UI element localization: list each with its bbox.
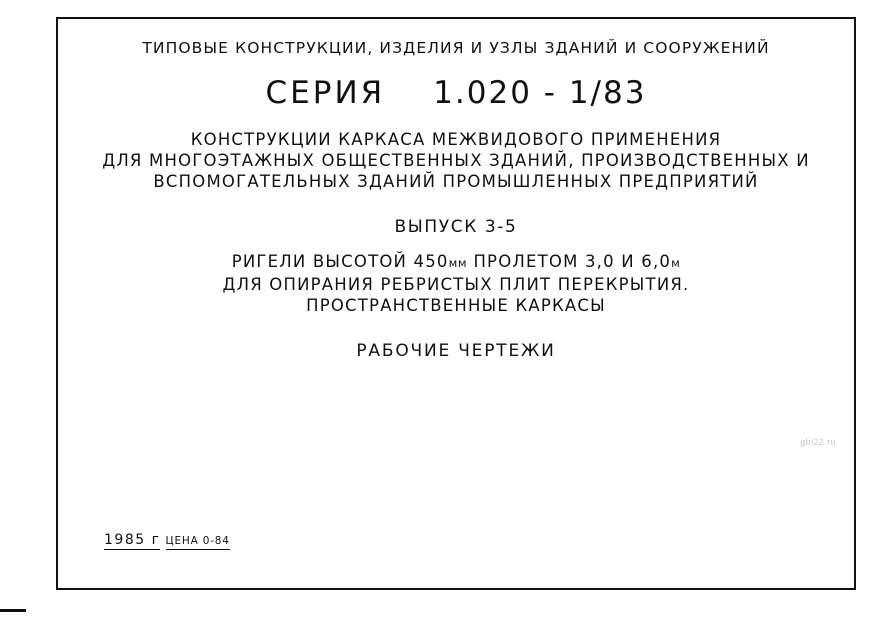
issue-number: ВЫПУСК 3-5 [394, 217, 518, 237]
rigel-line-1 [58, 251, 854, 274]
series-code: 1.020 - 1/83 [433, 75, 647, 111]
watermark-text: gbi22.ru [800, 437, 836, 447]
price-label: ЦЕНА 0-84 [166, 535, 230, 550]
construction-line-1: КОНСТРУКЦИИ КАРКАСА МЕЖВИДОВОГО ПРИМЕНЕНИЯ [190, 130, 722, 149]
rigel-line-2: ДЛЯ ОПИРАНИЯ РЕБРИСТЫХ ПЛИТ ПЕРЕКРЫТИЯ. [222, 275, 690, 294]
scan-artifact-mark [0, 609, 26, 612]
rigel-height-unit: мм [448, 256, 467, 270]
series-label: СЕРИЯ [265, 75, 386, 111]
series-row [58, 75, 854, 111]
rigel-span-text: ПРОЛЕТОМ 3,0 И 6,0 [467, 252, 672, 271]
year-price-block [104, 529, 230, 550]
construction-line-3: ВСПОМОГАТЕЛЬНЫХ ЗДАНИЙ ПРОМЫШЛЕННЫХ ПРЕДПРИЯТИЙ [153, 172, 759, 191]
rigel-height-text: РИГЕЛИ ВЫСОТОЙ 450 [231, 252, 449, 271]
rigel-description-block [58, 251, 854, 316]
construction-title-block [58, 129, 854, 192]
construction-line-2: ДЛЯ МНОГОЭТАЖНЫХ ОБЩЕСТВЕННЫХ ЗДАНИЙ, ПРОИЗВОДСТВЕННЫХ И [102, 151, 810, 170]
publication-year: 1985 г [104, 532, 161, 548]
rigel-span-unit: м [671, 256, 681, 270]
rigel-line-3: ПРОСТРАНСТВЕННЫЕ КАРКАСЫ [306, 296, 606, 315]
document-header-line: ТИПОВЫЕ КОНСТРУКЦИИ, ИЗДЕЛИЯ И УЗЛЫ ЗДАНИЙ И СООРУЖЕНИЙ [142, 39, 770, 57]
document-sheet [56, 17, 856, 590]
working-drawings-label: РАБОЧИЕ ЧЕРТЕЖИ [356, 341, 556, 361]
